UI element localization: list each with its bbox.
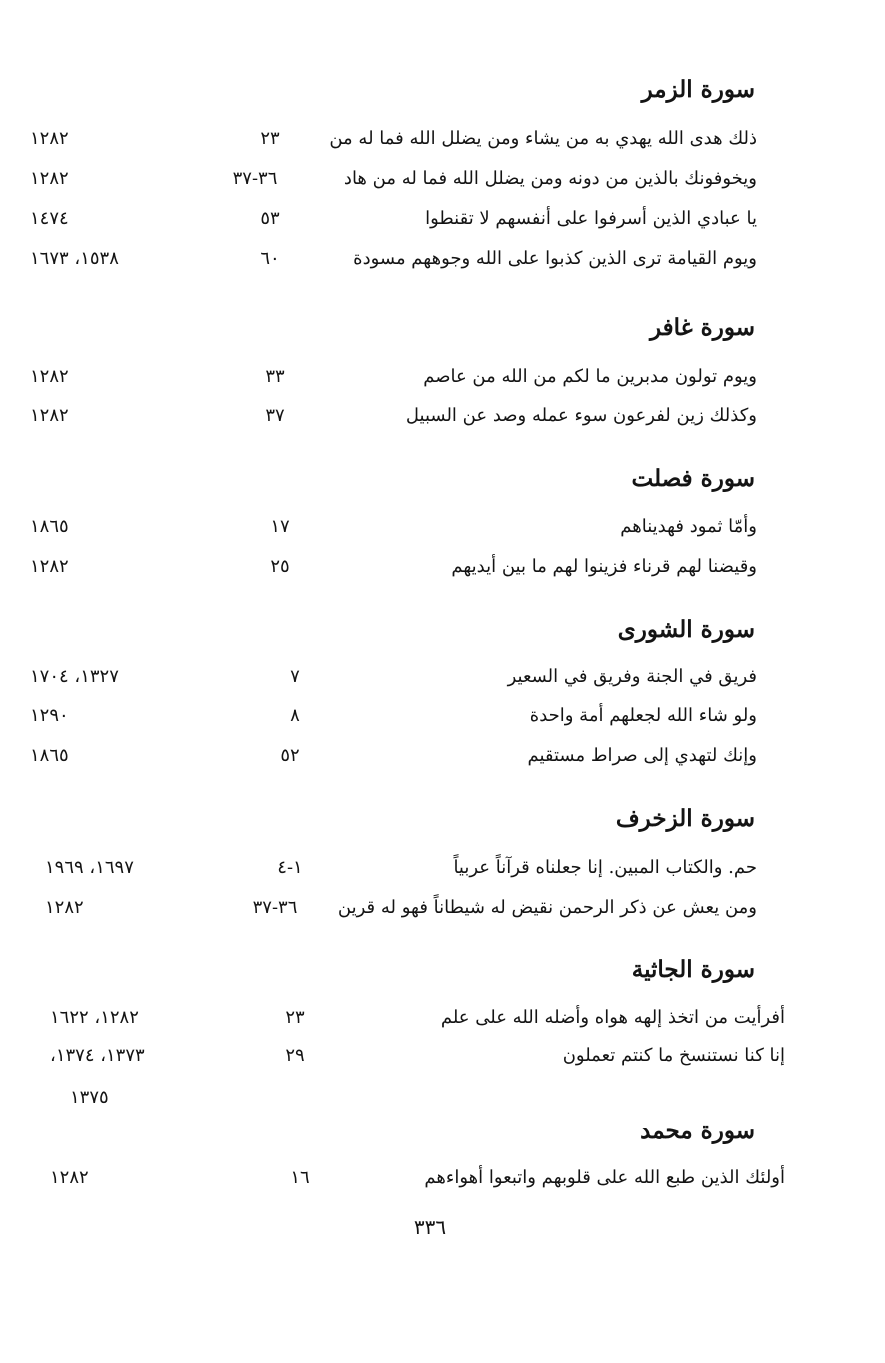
ayah-number: ٥٢	[280, 745, 300, 766]
page-number: ٣٣٦	[413, 1215, 447, 1239]
page-references: ١٤٧٤	[30, 208, 69, 229]
verse-text: ذلك هدى الله يهدي به من يشاء ومن يضلل الله فما له من	[329, 128, 757, 149]
page-references: ١٥٣٨، ١٦٧٣	[30, 248, 119, 269]
ayah-number: ١٧	[270, 516, 290, 537]
ayah-number: ١-٤	[277, 857, 303, 878]
verse-text: وأمّا ثمود فهديناهم	[620, 516, 757, 537]
page-references: ١٣٢٧، ١٧٠٤	[30, 666, 119, 687]
page-references: ١٨٦٥	[30, 516, 69, 537]
section-title-zukhruf: سورة الزخرف	[615, 805, 755, 832]
index-entry	[0, 853, 885, 883]
verse-text: ولو شاء الله لجعلهم أمة واحدة	[529, 705, 757, 726]
ayah-number: ٢٩	[285, 1045, 305, 1066]
index-entry	[0, 1003, 885, 1033]
page-references: ١٦٩٧، ١٩٦٩	[45, 857, 134, 878]
index-entry	[0, 244, 885, 274]
ayah-number: ٥٣	[260, 208, 280, 229]
page-references: ١٢٨٢	[50, 1167, 89, 1188]
index-entry	[0, 401, 885, 431]
page-references: ١٣٧٣، ١٣٧٤،	[50, 1045, 145, 1066]
verse-text: وكذلك زين لفرعون سوء عمله وصد عن السبيل	[405, 405, 757, 426]
verse-text: ويوم تولون مدبرين ما لكم من الله من عاصم	[423, 366, 757, 387]
index-entry	[0, 552, 885, 582]
index-entry	[0, 662, 885, 692]
section-title-muhammad: سورة محمد	[640, 1117, 755, 1144]
index-entry	[0, 701, 885, 731]
index-entry	[0, 124, 885, 154]
section-title-jathiya: سورة الجاثية	[631, 956, 755, 983]
ayah-number: ٢٣	[260, 128, 280, 149]
index-entry	[0, 362, 885, 392]
ayah-number: ٦٠	[260, 248, 280, 269]
ayah-number: ٣٦-٣٧	[252, 897, 298, 918]
ayah-number: ٣٦-٣٧	[232, 168, 278, 189]
section-title-ghafir: سورة غافر	[649, 314, 755, 341]
verse-text: أفرأيت من اتخذ إلهه هواه وأضله الله على علم	[440, 1007, 785, 1028]
ayah-number: ٨	[290, 705, 300, 726]
ayah-number: ٢٣	[285, 1007, 305, 1028]
index-entry	[0, 1041, 885, 1071]
verse-text: وقيضنا لهم قرناء فزينوا لهم ما بين أيديهم	[451, 556, 757, 577]
page-references: ١٢٨٢	[30, 556, 69, 577]
index-entry	[0, 741, 885, 771]
page-references: ١٢٨٢	[30, 366, 69, 387]
verse-text: حم. والكتاب المبين. إنا جعلناه قرآناً عربياً	[453, 857, 757, 878]
verse-text: يا عبادي الذين أسرفوا على أنفسهم لا تقنطوا	[425, 208, 757, 229]
index-entry	[0, 512, 885, 542]
section-title-shura: سورة الشورى	[617, 616, 755, 643]
page-references: ١٢٩٠	[30, 705, 69, 726]
page-references: ١٢٨٢	[30, 128, 69, 149]
page-references: ١٢٨٢، ١٦٢٢	[50, 1007, 139, 1028]
ayah-number: ١٦	[290, 1167, 310, 1188]
verse-text: وإنك لتهدي إلى صراط مستقيم	[527, 745, 757, 766]
ayah-number: ٧	[290, 666, 300, 687]
section-title-fussilat: سورة فصلت	[631, 465, 755, 492]
verse-text: أولئك الذين طبع الله على قلوبهم واتبعوا أهواءهم	[424, 1167, 785, 1188]
verse-text: ويخوفونك بالذين من دونه ومن يضلل الله فما له من هاد	[343, 168, 757, 189]
verse-text: إنا كنا نستنسخ ما كنتم تعملون	[562, 1045, 785, 1066]
ayah-number: ٣٣	[265, 366, 285, 387]
index-entry	[0, 893, 885, 923]
index-entry	[0, 1163, 885, 1193]
page-references: ١٨٦٥	[30, 745, 69, 766]
page-references: ١٢٨٢	[30, 405, 69, 426]
section-title-zumar: سورة الزمر	[641, 76, 755, 103]
ayah-number: ٢٥	[270, 556, 290, 577]
verse-text: فريق في الجنة وفريق في السعير	[507, 666, 757, 687]
verse-text: ويوم القيامة ترى الذين كذبوا على الله وجوههم مسودة	[353, 248, 757, 269]
index-entry	[0, 164, 885, 194]
page-references-continued: ١٣٧٥	[70, 1087, 109, 1108]
verse-text: ومن يعش عن ذكر الرحمن نقيض له شيطاناً فهو له قرين	[337, 897, 757, 918]
ayah-number: ٣٧	[265, 405, 285, 426]
index-entry	[0, 204, 885, 234]
page-references: ١٢٨٢	[30, 168, 69, 189]
page-references: ١٢٨٢	[45, 897, 84, 918]
